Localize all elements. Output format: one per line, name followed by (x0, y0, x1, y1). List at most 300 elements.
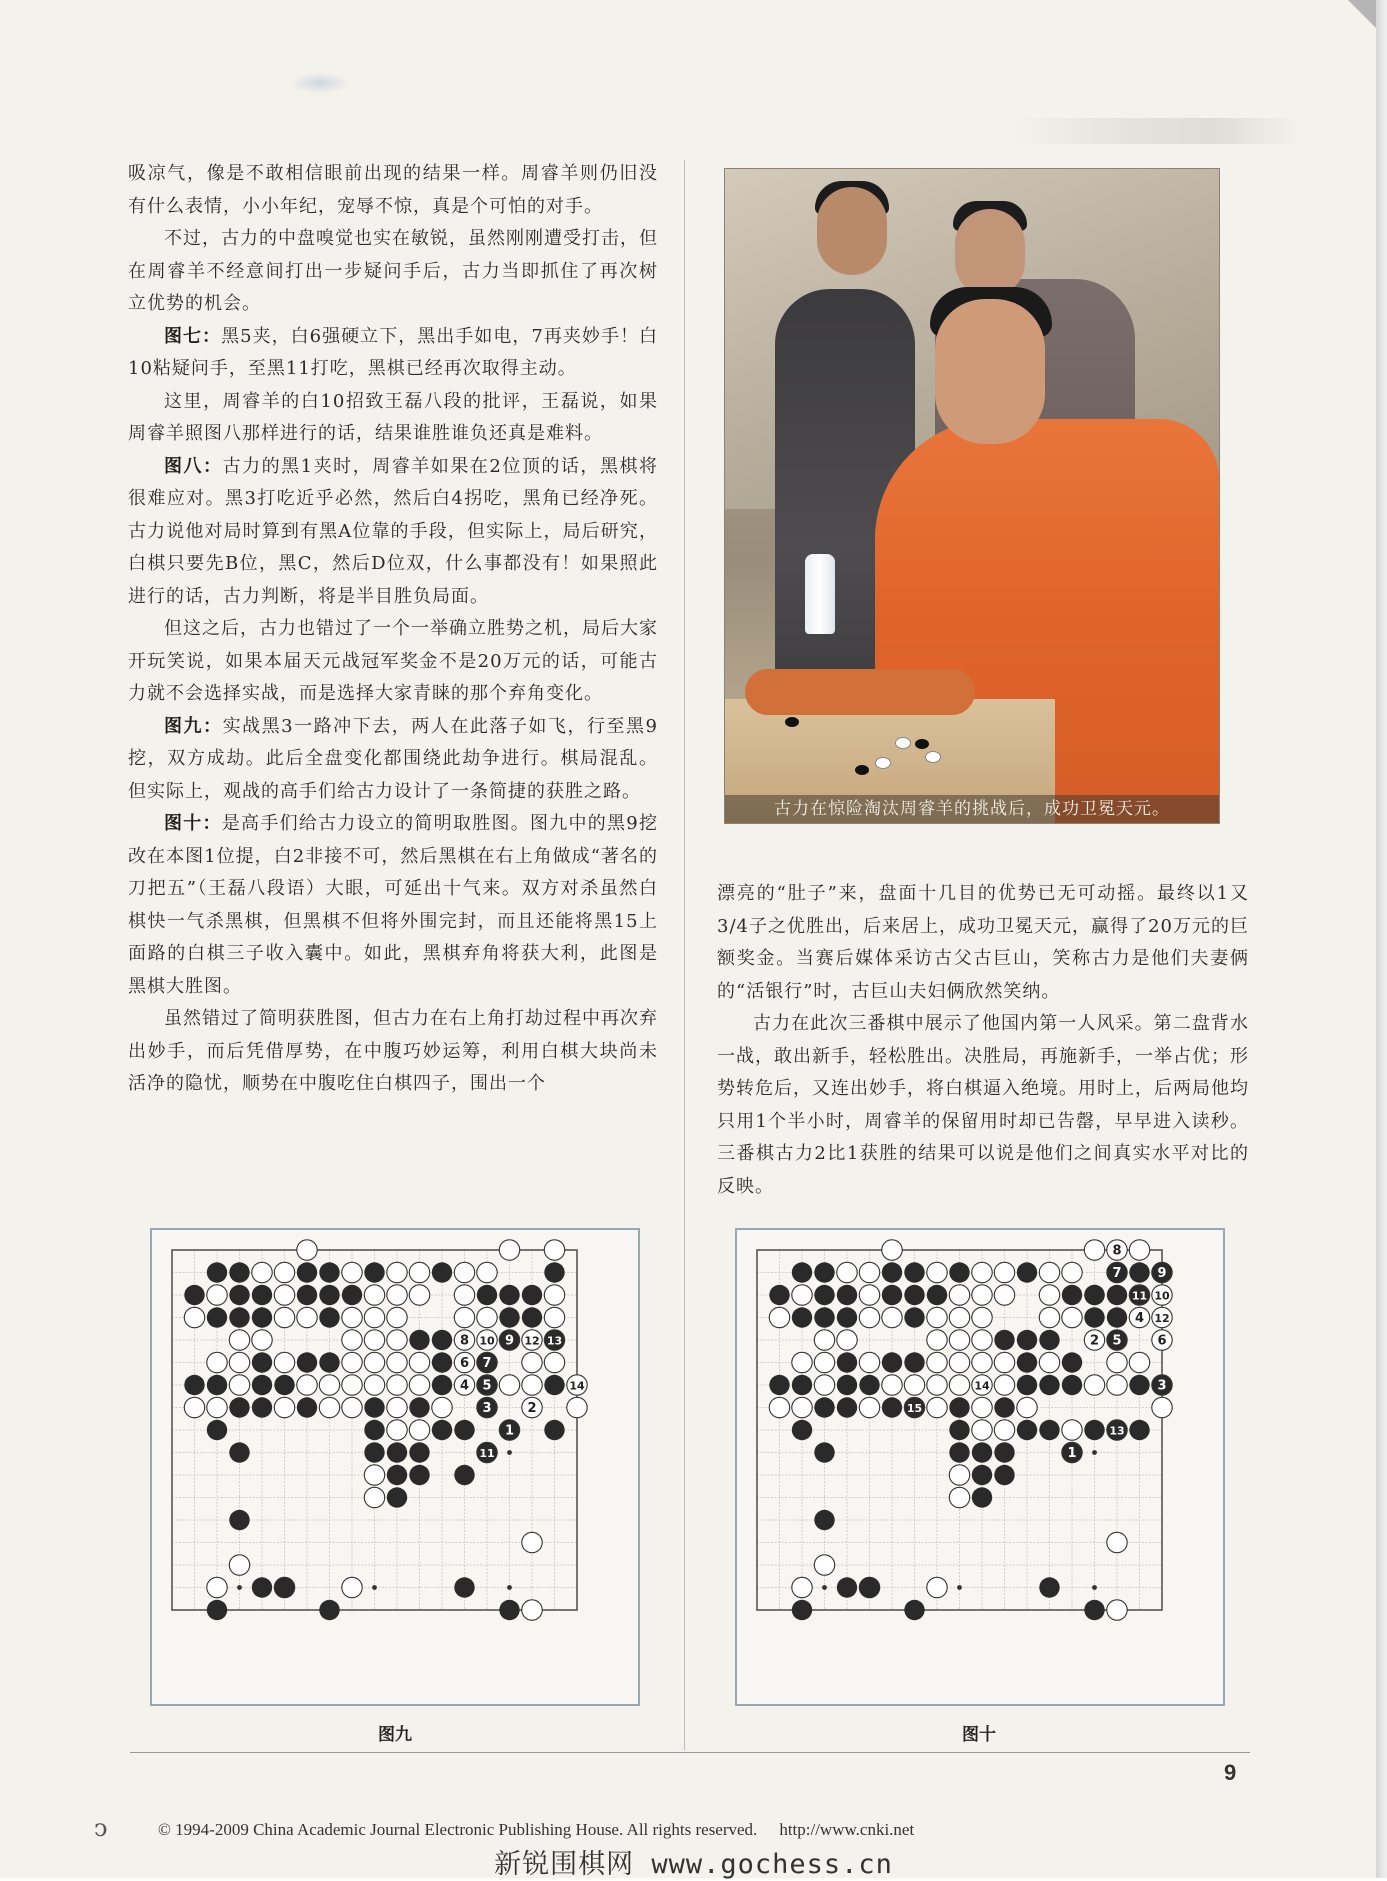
move-number: 14 (974, 1379, 990, 1393)
move-number: 9 (1157, 1266, 1167, 1282)
go-diagram-fig10 (735, 1228, 1225, 1706)
white-stone (274, 1262, 294, 1282)
white-stone (1107, 1600, 1127, 1620)
white-stone (567, 1397, 587, 1417)
black-stone (1062, 1352, 1082, 1372)
white-stone (409, 1420, 429, 1440)
white-stone (342, 1330, 362, 1350)
black-stone (837, 1375, 857, 1395)
white-stone (927, 1352, 947, 1372)
black-stone (1017, 1420, 1037, 1440)
white-stone (342, 1352, 362, 1372)
white-stone (1107, 1375, 1127, 1395)
white-stone (859, 1307, 879, 1327)
scan-smudge (290, 72, 350, 94)
white-stone (1062, 1262, 1082, 1282)
white-stone (387, 1397, 407, 1417)
move-number: 12 (524, 1334, 540, 1348)
black-stone (229, 1262, 249, 1282)
black-stone (522, 1307, 542, 1327)
white-stone (387, 1420, 407, 1440)
white-stone (814, 1352, 834, 1372)
white-stone (319, 1397, 339, 1417)
white-stone (207, 1285, 227, 1305)
black-stone (882, 1285, 902, 1305)
white-stone (364, 1487, 384, 1507)
move-number: 8 (459, 1333, 470, 1349)
white-stone (769, 1307, 789, 1327)
white-stone (814, 1555, 834, 1575)
move-number: 14 (569, 1379, 585, 1393)
white-stone (972, 1420, 992, 1440)
white-stone (1039, 1307, 1059, 1327)
black-stone (904, 1307, 924, 1327)
white-stone (387, 1330, 407, 1350)
black-stone (814, 1307, 834, 1327)
black-stone (477, 1285, 497, 1305)
black-stone (252, 1352, 272, 1372)
black-stone (432, 1420, 452, 1440)
white-stone (207, 1352, 227, 1372)
white-stone (882, 1307, 902, 1327)
black-stone (432, 1330, 452, 1350)
black-stone (792, 1262, 812, 1282)
white-stone (882, 1240, 902, 1260)
black-stone (882, 1262, 902, 1282)
article-paragraph (128, 1003, 658, 1101)
game-photo (724, 168, 1220, 824)
article-paragraph (128, 223, 658, 321)
white-stone (387, 1375, 407, 1395)
article-right-column (717, 878, 1249, 1203)
white-stone (364, 1375, 384, 1395)
black-stone (207, 1420, 227, 1440)
black-stone (319, 1285, 339, 1305)
star-point (1092, 1450, 1097, 1455)
white-stone (252, 1262, 272, 1282)
paragraph-text: 漂亮的“肚子”来，盘面十几目的优势已无可动摇。最终以1又3/4子之优胜出，后来居上，成功卫冕天元，赢得了20万元的巨额奖金。当赛后媒体采访古父古巨山，笑称古力是他们夫妻俩的“活银行”时，古巨山夫妇俩欣然笑纳。 (717, 883, 1249, 1002)
black-stone (364, 1442, 384, 1462)
move-number: 11 (1131, 1289, 1148, 1303)
black-stone (207, 1600, 227, 1620)
white-stone (229, 1330, 249, 1350)
article-paragraph (128, 613, 658, 711)
black-stone (229, 1442, 249, 1462)
black-stone (297, 1262, 317, 1282)
star-point (372, 1585, 377, 1590)
black-stone (1129, 1420, 1149, 1440)
white-stone (927, 1307, 947, 1327)
black-stone (859, 1577, 879, 1597)
white-stone (387, 1262, 407, 1282)
black-stone (1107, 1285, 1127, 1305)
black-stone (949, 1442, 969, 1462)
white-stone (927, 1577, 947, 1597)
article-paragraph (128, 711, 658, 809)
black-stone (522, 1285, 542, 1305)
move-number: 5 (1112, 1333, 1122, 1349)
white-stone (522, 1375, 542, 1395)
move-number: 6 (459, 1356, 470, 1372)
cnki-link[interactable]: http://www.cnki.net (779, 1820, 915, 1839)
white-stone (859, 1262, 879, 1282)
move-number: 5 (482, 1378, 492, 1394)
black-stone (814, 1510, 834, 1530)
page-number: 9 (1224, 1760, 1237, 1785)
move-number: 13 (546, 1334, 563, 1348)
white-stone (297, 1240, 317, 1260)
white-stone (994, 1262, 1014, 1282)
white-stone (207, 1577, 227, 1597)
black-stone (1039, 1420, 1059, 1440)
black-stone (1084, 1285, 1104, 1305)
black-stone (229, 1510, 249, 1530)
white-stone (544, 1307, 564, 1327)
white-stone (274, 1307, 294, 1327)
black-stone (387, 1442, 407, 1462)
white-stone (409, 1375, 429, 1395)
star-point (237, 1585, 242, 1590)
paragraph-text: 是高手们给古力设立的简明取胜图。图九中的黑9挖改在本图1位提，白2非接不可，然后黑棋在右上角做成“著名的刀把五”（王磊八段语）大眼，可延出十气来。双方对杀虽然白棋快一气杀黑棋，但黑棋不但将外围完封，而且还能将黑15上面路的白棋三子收入囊中。如此，黑棋弃角将获大利，此图是黑棋大胜图。 (128, 813, 659, 997)
white-stone (837, 1262, 857, 1282)
black-stone (837, 1577, 857, 1597)
black-stone (882, 1397, 902, 1417)
star-point (957, 1585, 962, 1590)
black-stone (499, 1600, 519, 1620)
black-stone (1084, 1420, 1104, 1440)
white-stone (454, 1262, 474, 1282)
black-stone (1039, 1330, 1059, 1350)
white-stone (364, 1330, 384, 1350)
site-watermark: 新锐围棋网 www.gochess.cn (494, 1849, 893, 1880)
article-paragraph (128, 321, 658, 386)
black-stone (252, 1285, 272, 1305)
black-stone (814, 1262, 834, 1282)
cnki-swirl-icon: ↄ (94, 1814, 108, 1842)
black-stone (364, 1397, 384, 1417)
black-stone (837, 1397, 857, 1417)
paragraph-text: 吸凉气，像是不敢相信眼前出现的结果一样。周睿羊则仍旧没有什么表情，小小年纪，宠辱不惊，真是个可怕的对手。 (128, 163, 658, 217)
black-stone (1062, 1285, 1082, 1305)
move-number: 10 (479, 1334, 495, 1348)
white-stone (454, 1285, 474, 1305)
black-stone (994, 1465, 1014, 1485)
white-stone (972, 1307, 992, 1327)
black-stone (882, 1352, 902, 1372)
black-stone (364, 1420, 384, 1440)
column-divider (684, 160, 685, 1750)
photo-caption: 古力在惊险淘汰周睿羊的挑战后，成功卫冕天元。 (725, 795, 1219, 823)
move-number: 2 (1089, 1333, 1100, 1349)
black-stone (1062, 1375, 1082, 1395)
black-stone (1039, 1577, 1059, 1597)
black-stone (904, 1262, 924, 1282)
white-stone (1107, 1532, 1127, 1552)
black-stone (409, 1465, 429, 1485)
white-stone (949, 1375, 969, 1395)
black-stone (1107, 1307, 1127, 1327)
white-stone (1107, 1352, 1127, 1372)
black-stone (904, 1352, 924, 1372)
white-stone (342, 1397, 362, 1417)
black-stone (319, 1600, 339, 1620)
white-stone (364, 1307, 384, 1327)
go-diagram-fig9 (150, 1228, 640, 1706)
black-stone (814, 1285, 834, 1305)
white-stone (792, 1397, 812, 1417)
white-stone (859, 1397, 879, 1417)
white-stone (454, 1307, 474, 1327)
white-stone (229, 1375, 249, 1395)
black-stone (927, 1285, 947, 1305)
white-stone (837, 1330, 857, 1350)
move-number: 4 (459, 1378, 470, 1394)
white-stone (297, 1375, 317, 1395)
white-stone (522, 1532, 542, 1552)
move-number: 3 (1157, 1378, 1167, 1394)
white-stone (342, 1307, 362, 1327)
black-stone (319, 1352, 339, 1372)
white-stone (949, 1465, 969, 1485)
white-stone (792, 1352, 812, 1372)
black-stone (454, 1577, 474, 1597)
white-stone (387, 1285, 407, 1305)
white-stone (499, 1375, 519, 1395)
white-stone (792, 1285, 812, 1305)
black-stone (252, 1307, 272, 1327)
black-stone (364, 1262, 384, 1282)
black-stone (949, 1262, 969, 1282)
white-stone (544, 1285, 564, 1305)
paragraph-text: 古力在此次三番棋中展示了他国内第一人风采。第二盘背水一战，敢出新手，轻松胜出。决胜局，再施新手，一举占优；形势转危后，又连出妙手，将白棋逼入绝境。用时上，后两局他均只用1个半小时，周睿羊的保留用时却已告罄，早早进入读秒。三番棋古力2比1获胜的结果可以说是他们之间真实水平对比的反映。 (717, 1013, 1249, 1197)
figure-10-label: 图十 (962, 1725, 996, 1745)
white-stone (342, 1262, 362, 1282)
white-stone (432, 1397, 452, 1417)
white-stone (927, 1262, 947, 1282)
black-stone (972, 1465, 992, 1485)
black-stone (544, 1262, 564, 1282)
white-stone (274, 1285, 294, 1305)
white-stone (1039, 1262, 1059, 1282)
black-stone (1039, 1375, 1059, 1395)
black-stone (972, 1487, 992, 1507)
black-stone (1017, 1262, 1037, 1282)
black-stone (297, 1352, 317, 1372)
header-faded-text (1010, 118, 1300, 144)
black-stone (1017, 1352, 1037, 1372)
white-stone (1152, 1397, 1172, 1417)
black-stone (432, 1352, 452, 1372)
move-number: 15 (906, 1402, 923, 1416)
star-point (1092, 1585, 1097, 1590)
black-stone (814, 1397, 834, 1417)
black-stone (499, 1307, 519, 1327)
move-number: 13 (1109, 1424, 1125, 1438)
move-number: 1 (504, 1423, 515, 1439)
black-stone (274, 1577, 294, 1597)
paragraph-text: 黑5夹，白6强硬立下，黑出手如电，7再夹妙手！白10粘疑问手，至黑11打吃，黑棋已经再次取得主动。 (128, 325, 658, 379)
white-stone (522, 1352, 542, 1372)
white-stone (544, 1240, 564, 1260)
article-paragraph (128, 451, 658, 614)
move-number: 2 (527, 1401, 537, 1417)
white-stone (1017, 1397, 1037, 1417)
paragraph-text: 这里，周睿羊的白10招致王磊八段的批评，王磊说，如果周睿羊照图八那样进行的话，结果谁胜谁负还真是难料。 (128, 390, 658, 444)
paragraph-text: 古力的黑1夹时，周睿羊如果在2位顶的话，黑棋将很难应对。黑3打吃近乎必然，然后白4拐吃，黑角已经净死。古力说他对局时算到有黑A位靠的手段，但实际上，局后研究，白棋只要先B位，黑C，然后D位双，什么事都没有！如果照此进行的话，古力判断，将是半目胜负局面。 (128, 455, 659, 607)
black-stone (769, 1285, 789, 1305)
move-number: 10 (1154, 1289, 1170, 1303)
black-stone (297, 1285, 317, 1305)
black-stone (837, 1285, 857, 1305)
star-point (507, 1585, 512, 1590)
move-number: 11 (479, 1447, 495, 1461)
move-number: 1 (1067, 1446, 1077, 1462)
white-stone (409, 1352, 429, 1372)
black-stone (409, 1330, 429, 1350)
white-stone (949, 1307, 969, 1327)
black-stone (229, 1307, 249, 1327)
article-paragraph (128, 808, 658, 1003)
star-point (507, 1450, 512, 1455)
white-stone (409, 1285, 429, 1305)
move-number: 3 (482, 1401, 492, 1417)
article-paragraph (717, 1008, 1249, 1203)
black-stone (994, 1397, 1014, 1417)
black-stone (949, 1420, 969, 1440)
article-paragraph (128, 386, 658, 451)
black-stone (319, 1307, 339, 1327)
black-stone (229, 1285, 249, 1305)
black-stone (1084, 1600, 1104, 1620)
black-stone (432, 1375, 452, 1395)
copyright-text: © 1994-2009 China Academic Journal Electronic Publishing House. All rights reserved. (158, 1820, 758, 1839)
white-stone (949, 1487, 969, 1507)
star-point (822, 1585, 827, 1590)
article-paragraph (128, 158, 658, 223)
white-stone (769, 1397, 789, 1417)
white-stone (994, 1420, 1014, 1440)
white-stone (927, 1375, 947, 1395)
move-number: 7 (1112, 1266, 1122, 1282)
black-stone (454, 1465, 474, 1485)
paragraph-text: 但这之后，古力也错过了一个一举确立胜势之机，局后大家开玩笑说，如果本届天元战冠军奖金不是20万元的话，可能古力就不会选择实战，而是选择大家青睐的那个弃角变化。 (128, 618, 658, 704)
white-stone (207, 1397, 227, 1417)
white-stone (184, 1397, 204, 1417)
black-stone (342, 1285, 362, 1305)
black-stone (1129, 1262, 1149, 1282)
paragraph-lead: 图八： (164, 455, 223, 477)
article-paragraph (717, 878, 1249, 1008)
black-stone (544, 1420, 564, 1440)
move-number: 9 (504, 1333, 515, 1349)
move-number: 12 (1154, 1312, 1170, 1326)
copyright-line (158, 1820, 914, 1840)
white-stone (859, 1285, 879, 1305)
white-stone (972, 1330, 992, 1350)
black-stone (274, 1375, 294, 1395)
black-stone (184, 1285, 204, 1305)
white-stone (274, 1352, 294, 1372)
move-number: 4 (1134, 1311, 1145, 1327)
black-stone (544, 1375, 564, 1395)
white-stone (387, 1352, 407, 1372)
viewer-scrollbar[interactable] (1376, 0, 1387, 1878)
black-stone (994, 1442, 1014, 1462)
white-stone (1062, 1307, 1082, 1327)
white-stone (994, 1285, 1014, 1305)
white-stone (477, 1262, 497, 1282)
black-stone (207, 1375, 227, 1395)
white-stone (859, 1352, 879, 1372)
page-bottom-rule (130, 1752, 1250, 1753)
white-stone (927, 1330, 947, 1350)
white-stone (1039, 1352, 1059, 1372)
black-stone (454, 1420, 474, 1440)
white-stone (972, 1262, 992, 1282)
black-stone (207, 1307, 227, 1327)
black-stone (432, 1262, 452, 1282)
white-stone (904, 1375, 924, 1395)
black-stone (409, 1442, 429, 1462)
white-stone (342, 1577, 362, 1597)
black-stone (972, 1442, 992, 1462)
white-stone (409, 1262, 429, 1282)
white-stone (387, 1307, 407, 1327)
black-stone (252, 1577, 272, 1597)
black-stone (904, 1600, 924, 1620)
white-stone (882, 1375, 902, 1395)
white-stone (1084, 1240, 1104, 1260)
white-stone (972, 1352, 992, 1372)
black-stone (1017, 1330, 1037, 1350)
paragraph-text: 不过，古力的中盘嗅觉也实在敏锐，虽然刚刚遭受打击，但在周睿羊不经意间打出一步疑问手后，古力当即抓住了再次树立优势的机会。 (128, 228, 658, 314)
white-stone (477, 1307, 497, 1327)
black-stone (1017, 1375, 1037, 1395)
white-stone (972, 1285, 992, 1305)
move-number: 8 (1112, 1243, 1122, 1259)
white-stone (1129, 1240, 1149, 1260)
white-stone (364, 1352, 384, 1372)
black-stone (792, 1375, 812, 1395)
white-stone (1129, 1352, 1149, 1372)
white-stone (814, 1375, 834, 1395)
paragraph-lead: 图七： (164, 325, 222, 347)
black-stone (252, 1397, 272, 1417)
black-stone (1129, 1375, 1149, 1395)
white-stone (994, 1352, 1014, 1372)
move-number: 7 (482, 1356, 492, 1372)
black-stone (769, 1375, 789, 1395)
move-number: 6 (1157, 1333, 1167, 1349)
white-stone (814, 1330, 834, 1350)
paragraph-lead: 图十： (164, 813, 222, 834)
paragraph-lead: 图九： (164, 715, 223, 737)
black-stone (1084, 1307, 1104, 1327)
paragraph-text: 虽然错过了简明获胜图，但古力在右上角打劫过程中再次弃出妙手，而后凭借厚势，在中腹巧妙运筹，利用白棋大块尚未活净的隐忧，顺势在中腹吃住白棋四子，围出一个 (128, 1008, 658, 1094)
black-stone (319, 1262, 339, 1282)
white-stone (949, 1352, 969, 1372)
white-stone (949, 1330, 969, 1350)
white-stone (364, 1285, 384, 1305)
white-stone (792, 1577, 812, 1597)
black-stone (409, 1397, 429, 1417)
white-stone (252, 1330, 272, 1350)
white-stone (1039, 1285, 1059, 1305)
black-stone (499, 1285, 519, 1305)
black-stone (904, 1285, 924, 1305)
white-stone (364, 1465, 384, 1485)
white-stone (1062, 1420, 1082, 1440)
